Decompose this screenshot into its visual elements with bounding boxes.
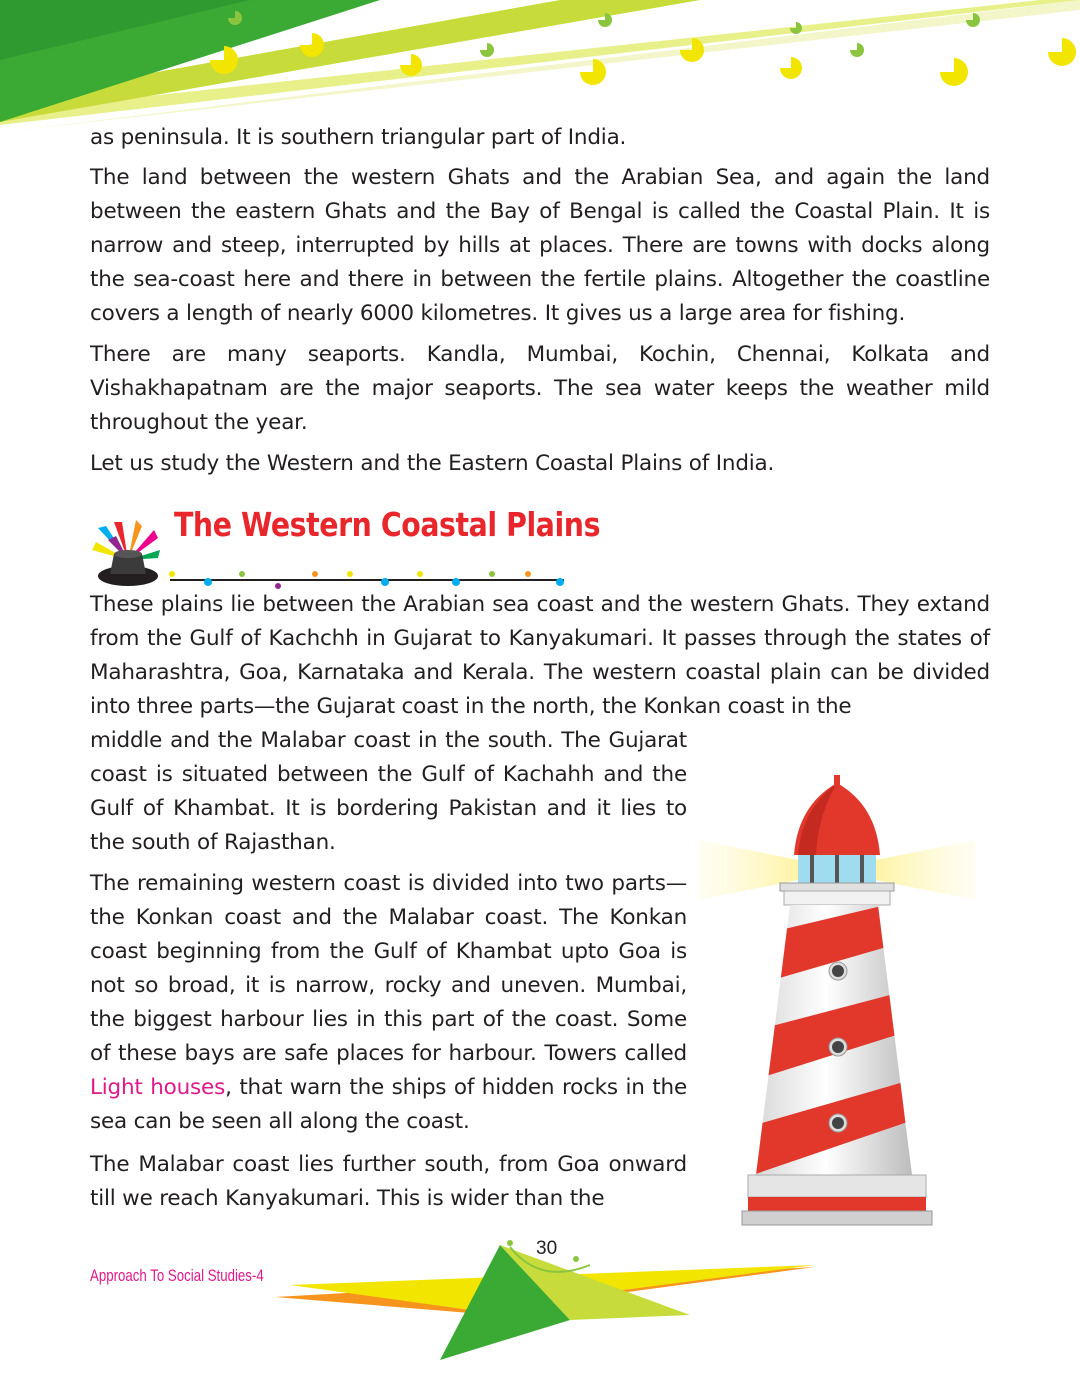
paragraph-konkan-coast: [90, 867, 687, 1139]
lighthouse-illustration: [698, 775, 978, 1230]
paragraph-coastal-plain: The land between the western Ghats and the Arabian Sea, and again the land between the eastern Ghats and the Bay of Bengal is called the Coastal Plain. It is narrow and steep, interrupted by hills at places. There are towns with docks along the sea-coast here and there in between the fertile plains. Altogether the coastline covers a length of nearly 6000 kilometres. It gives us a large area for fishing.: [90, 165, 990, 326]
paragraph-gujarat-coast: middle and the Malabar coast in the south. The Gujarat coast is situated between the Gulf of Kachahh and the Gulf of Khambat. It is bordering Pakistan and it lies to the south of Rajasthan.: [90, 728, 687, 855]
book-title: Approach To Social Studies-4: [90, 1266, 264, 1285]
paragraph-study-intro: Let us study the Western and the Eastern Coastal Plains of India.: [90, 451, 775, 476]
paragraph-western-plains: These plains lie between the Arabian sea coast and the western Ghats. They extand from the Gulf of Kachchh in Gujarat to Kanyakumari. It passes through the states of Maharashtra, Goa, Karnataka and Kerala. The western coastal plain can be divided into three parts—the Gujarat coast in the north, the Konkan coast in the: [90, 592, 990, 719]
paragraph-peninsula: as peninsula. It is southern triangular part of India.: [90, 125, 627, 150]
paragraph-malabar-coast: The Malabar coast lies further south, from Goa onward till we reach Kanyakumari. This is wider than the: [90, 1152, 687, 1211]
paragraph-seaports: There are many seaports. Kandla, Mumbai, Kochin, Chennai, Kolkata and Vishakhapatnam are the major seaports. The sea water keeps the weather mild throughout the year.: [90, 342, 990, 435]
magic-hat-icon: [88, 520, 170, 592]
light-houses-highlight: Light houses: [90, 1075, 226, 1100]
page-number: 30: [536, 1238, 558, 1259]
konkan-text-before: The remaining western coast is divided into two parts—the Konkan coast and the Malabar coast. The Konkan coast beginning from the Gulf of Khambat upto Goa is not so broad, it is narrow, rocky and uneven. Mumbai, the biggest harbour lies in this part of the coast. Some of these bays are safe places for harbour. Towers called: [90, 871, 687, 1066]
konkan-text-after: , that warn the ships of hidden rocks in the sea can be seen all along the coast.: [90, 1075, 687, 1134]
section-heading: The Western Coastal Plains: [174, 505, 601, 544]
top-banner-decoration: [0, 0, 1080, 130]
